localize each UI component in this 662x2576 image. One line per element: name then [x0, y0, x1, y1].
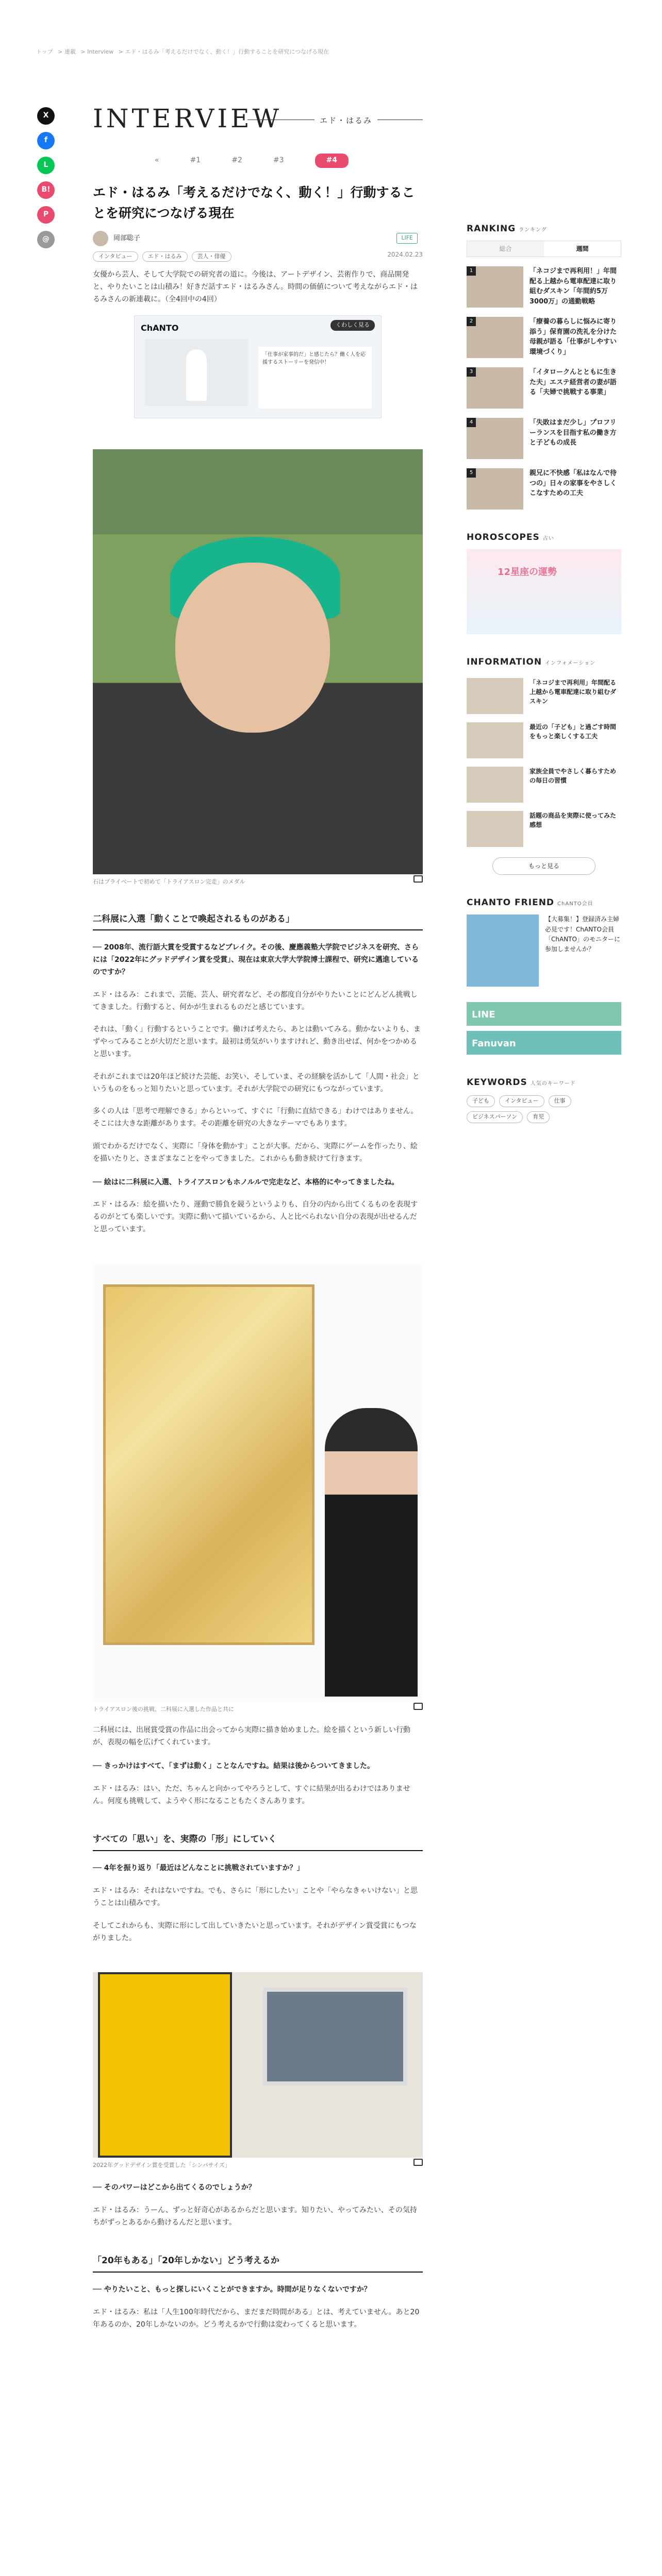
rank-number: 5 — [467, 468, 476, 478]
keyword-list — [467, 1095, 621, 1123]
ranking-thumb — [467, 367, 523, 409]
horoscope-banner[interactable] — [467, 549, 621, 634]
information-heading — [467, 655, 621, 670]
ranking-item[interactable] — [467, 317, 621, 358]
information-sub: インフォメーション — [545, 660, 596, 667]
rank-number: 3 — [467, 367, 476, 377]
section-heading: すべての「思い」を、実際の「形」にしていく — [93, 1832, 423, 1851]
photo-caption-text: トライアスロン後の挑戦、二科展に入選した作品と共に — [93, 1705, 234, 1713]
keyword-tag[interactable]: 仕事 — [549, 1095, 571, 1107]
breadcrumb — [36, 47, 438, 57]
question: ── 4年を振り返り「最近はどんなことに挑戦されていますか？」 — [93, 1864, 304, 1873]
promo-banner[interactable] — [134, 315, 382, 418]
ranking-thumb — [467, 418, 523, 459]
paragraph: 頭でわかるだけでなく、実際に「身体を動かす」ことが大事。だから、実際にゲームを作ったり、絵を描いたりと、さまざまなことをやってきました。これからも動き続けて行きます。 — [93, 1142, 418, 1163]
author-name[interactable]: 岡部聡子 — [113, 234, 141, 242]
ranking-title: RANKING — [467, 224, 516, 234]
tab-page-3[interactable]: #3 — [273, 156, 284, 164]
rank-number: 4 — [467, 418, 476, 427]
section-heading: 二科展に入選「動くことで喚起されるものがある」 — [93, 912, 423, 931]
photo-caption — [93, 877, 423, 887]
horoscope-label: 12星座の運勢 — [498, 567, 557, 578]
photo-caption — [93, 2161, 423, 2171]
line-share-icon[interactable]: L — [37, 157, 55, 174]
category-badge[interactable]: LIFE — [396, 233, 418, 244]
horoscopes-title: HOROSCOPES — [467, 532, 540, 543]
paragraph: そしてこれからも、実際に形にして出していきたいと思っています。それがデザイン賞受賞にもつながりました。 — [93, 1921, 417, 1942]
article-photo-3[interactable] — [93, 1972, 423, 2158]
ranking-title-text: 「イタロークんとともに生きた夫」エステ経営者の妻が語る「夫婦で挑戦する事業」 — [529, 368, 617, 397]
ranking-title-text: 親兄に不快感「私はなんで待つの」日々の家事をやさしくこなすための工夫 — [529, 469, 617, 498]
paragraph: 二科展には、出展賞受賞の作品に出会ってから実際に描き始めました。絵を描くという新しい行動が、表現の幅を広げてくれています。 — [93, 1726, 410, 1747]
gallery-icon[interactable] — [413, 875, 423, 883]
tag-list — [93, 251, 231, 262]
ranking-item[interactable] — [467, 266, 621, 308]
paragraph: エド・はるみ：はい、ただ、ちゃんと向かってやろうとして、すぐに結果が出るわけではありません。何度も挑戦して、ようやく形になることもたくさんあります。 — [93, 1784, 410, 1805]
tab-page-2[interactable]: #2 — [231, 156, 242, 164]
info-title-text: 家族全員でやさしく暮らすための毎日の習慣 — [529, 768, 617, 785]
ranking-title-text: 「失敗はまだ少し」プロフリーランスを目指す私の働き方と子どもの成長 — [529, 419, 617, 447]
horoscopes-heading — [467, 530, 621, 545]
mail-share-icon[interactable]: @ — [37, 231, 55, 248]
ranking-title-text: 「療養の暮らしに悩みに寄り添う」保育園の洗礼を分けた母親が語る「仕事がしやすい環境づくり」 — [529, 318, 617, 356]
meta-row — [93, 247, 423, 262]
ranking-item[interactable] — [467, 468, 621, 510]
keyword-tag[interactable]: インタビュー — [499, 1095, 544, 1107]
info-thumb — [467, 678, 523, 714]
paragraph: エド・はるみ：それはないですね。でも、さらに「形にしたい」ことや「やらなきゃいけない」と思うことは山積みです。 — [93, 1887, 418, 1907]
series-subtitle: エド・はるみ — [315, 114, 377, 128]
info-title-text: 「ネコジまで再利用」年間配る上越から電車配達に取り組むダスキン — [529, 679, 617, 705]
section-heading: 「20年もある」「20年しかない」どう考えるか — [93, 2253, 423, 2273]
ranking-tabs — [467, 241, 621, 257]
article-main — [93, 103, 423, 2331]
rank-number: 1 — [467, 266, 476, 276]
photo-caption-text: 2022年グッドデザイン賞を受賞した「シンパサイズ」 — [93, 2162, 230, 2169]
page-tabs — [155, 154, 423, 168]
photo-caption — [93, 1705, 423, 1715]
tag[interactable]: 芸人・俳優 — [192, 251, 231, 262]
poster-shape — [98, 1972, 232, 2158]
question: ── 2008年、流行語大賞を受賞するなどブレイク。その後、慶應義塾大学院でビジネスを研究、さらには「2022年にグッドデザイン賞を受賞」、現在は東京大学大学院博士課程で、研究に邁進しているのですか？ — [93, 943, 419, 977]
line-banner[interactable]: LINE — [467, 1002, 621, 1026]
chanto-logo: ChANTO — [141, 323, 179, 333]
series-header — [93, 103, 423, 144]
rank-number: 2 — [467, 317, 476, 326]
paragraph: エド・はるみ：うーん、ずっと好奇心があるからだと思います。知りたい、やってみたい、その気持ちがずっとあるから動けるんだと思います。 — [93, 2206, 417, 2227]
info-thumb — [467, 811, 523, 847]
keywords-title: KEYWORDS — [467, 1077, 527, 1088]
chanto-desc: 【大募集！】登録済み主婦必見です！ChANTO会員「ChANTO」のモニターに参加しませんか？ — [545, 916, 620, 953]
banner-text: 「仕事が家事的だ」と感じたら？働く人を応援するストーリーを発信中！ — [258, 347, 372, 409]
tag[interactable]: インタビュー — [93, 251, 138, 262]
gallery-icon[interactable] — [413, 1703, 423, 1710]
photo-caption-text: 石はプライベートで初めて「トライアスロン完走」のメダル — [93, 878, 245, 885]
breadcrumb-item[interactable]: > 連載 — [58, 48, 76, 55]
tab-page-4[interactable]: #4 — [315, 154, 349, 168]
question: ── そのパワーはどこから出てくるのでしょうか？ — [93, 2183, 256, 2192]
paragraph: 多くの人は「思考で理解できる」からといって、すぐに「行動に直結できる」わけではありません。そこには大きな距離があります。その距離を研究の大きなテーマでもあります。 — [93, 1107, 418, 1128]
banner-photo — [145, 339, 248, 406]
facebook-share-icon[interactable]: f — [37, 132, 55, 149]
tab-page-1[interactable]: #1 — [190, 156, 201, 164]
chanto-card[interactable] — [467, 914, 621, 987]
chanto-heading — [467, 895, 621, 910]
keywords-heading — [467, 1075, 621, 1090]
more-button[interactable]: もっと見る — [492, 857, 595, 875]
keyword-tag[interactable]: 子ども — [467, 1095, 495, 1107]
hatena-share-icon[interactable]: B! — [37, 181, 55, 199]
ranking-heading — [467, 222, 621, 236]
info-item[interactable] — [467, 678, 621, 714]
pocket-share-icon[interactable]: P — [37, 206, 55, 224]
ranking-thumb — [467, 317, 523, 358]
paragraph: エド・はるみ：私は「人生100年時代だから、まだまだ時間がある」とは、考えていません。あと20年あるのか、20年しかないのか。どう考えるかで行動は変わってくると思います。 — [93, 2308, 420, 2329]
ranking-thumb — [467, 468, 523, 510]
tag[interactable]: エド・はるみ — [142, 251, 188, 262]
question: ── 絵はに二科展に入選、トライアスロンもホノルルで完走など、本格的にやってきましたね。 — [93, 1178, 399, 1187]
keyword-tag[interactable]: 育児 — [527, 1111, 550, 1123]
article-photo-1[interactable] — [93, 449, 423, 874]
chanto-thumb — [467, 914, 539, 987]
question: ── やりたいこと、もっと探しにいくことができますか。時間が足りなくないですか？ — [93, 2285, 371, 2294]
keywords-sub: 人気のキーワード — [530, 1081, 576, 1087]
ranking-item[interactable] — [467, 418, 621, 459]
tab-overall[interactable]: 総合 — [467, 241, 544, 257]
gallery-icon[interactable] — [413, 2159, 423, 2166]
article-photo-2[interactable] — [93, 1264, 423, 1702]
ranking-thumb — [467, 266, 523, 308]
publish-date: 2024.02.23 — [387, 250, 423, 258]
info-item[interactable] — [467, 811, 621, 847]
painting-shape — [103, 1284, 315, 1645]
author-row — [93, 231, 423, 246]
information-title: INFORMATION — [467, 657, 542, 668]
sidebar — [467, 222, 621, 1123]
info-title-text: 話題の商品を実際に使ってみた感想 — [529, 812, 617, 829]
info-item[interactable] — [467, 767, 621, 803]
horoscopes-sub: 占い — [542, 536, 554, 542]
monitor-shape — [263, 1988, 407, 2086]
prev-icon[interactable]: « — [155, 156, 159, 164]
x-share-icon[interactable]: X — [37, 107, 55, 125]
breadcrumb-item: > エド・はるみ「考えるだけでなく、動く！」行動することを研究につなげる現在 — [118, 48, 329, 55]
chanto-sub: ChANTO会員 — [557, 901, 593, 907]
series-title: INTERVIEW — [93, 104, 282, 133]
paragraph: それがこれまでは20年ほど続けた芸能、お笑い、そしていま、その経験を活かして「人間・社会」というものをもっと知りたいと思っています。それが大学院での研究にもつながっています。 — [93, 1072, 420, 1093]
info-title-text: 最近の「子ども」と過ごす時間をもっと楽しくする工夫 — [529, 723, 617, 740]
question: ── きっかけはすべて、「まずは動く」ことなんですね。結果は後からついてきました。 — [93, 1762, 375, 1771]
avatar[interactable] — [93, 231, 108, 246]
banner-button[interactable]: くわしく見る — [330, 320, 375, 331]
ranking-sub: ランキング — [519, 227, 547, 233]
photo-face-shape — [175, 563, 330, 733]
info-thumb — [467, 722, 523, 758]
paragraph: エド・はるみ：これまで、芸能、芸人、研究者など、その都度自分がやりたいことにどんどん挑戦してきました。行動すると、何かが生まれるものだと感じています。 — [93, 990, 418, 1011]
paragraph: エド・はるみ：絵を描いたり、運動で勝負を競うというよりも、自分の内から出てくるものを表現するのがとても楽しいです。実際に動いて描いているから、人と比べられない自分の表現が出せるんだと思っています。 — [93, 1200, 418, 1233]
paragraph: それは、「動く」行動するということです。働けば考えたら、あとは動いてみる。動かないよりも、まずやってみることが大切だと思います。最初は勇気がいりますけれど、動き出せば、何かをつかめると思います。 — [93, 1025, 421, 1059]
lead-text: 女優から芸人、そして大学院での研究者の道に。今後は、アートデザイン、芸術作りで、商品開発と、やりたいことは山積み！好きだ話すエド・はるみさん。時間の価値について考えながらエド・はるみさんの新連載に。（全4回中の4回） — [93, 270, 418, 304]
chanto-title: CHANTO FRIEND — [467, 897, 555, 908]
tab-weekly[interactable]: 週間 — [544, 241, 621, 257]
person-shape — [325, 1408, 418, 1697]
breadcrumb-item[interactable]: > Interview — [80, 48, 114, 55]
ranking-item[interactable] — [467, 367, 621, 409]
info-item[interactable] — [467, 722, 621, 758]
info-thumb — [467, 767, 523, 803]
share-bar — [37, 107, 55, 248]
keyword-tag[interactable]: ビジネスパーソン — [467, 1111, 523, 1123]
ranking-title-text: 「ネコジまで再利用！」年間配る上越から電車配達に取り組むダスキン「年間約5万3000万」の通勤戦略 — [529, 267, 617, 306]
fanuvan-banner[interactable]: Fanuvan — [467, 1031, 621, 1055]
breadcrumb-item[interactable]: トップ — [36, 48, 53, 55]
article-title: エド・はるみ「考えるだけでなく、動く！」行動することを研究につなげる現在 — [93, 184, 415, 221]
